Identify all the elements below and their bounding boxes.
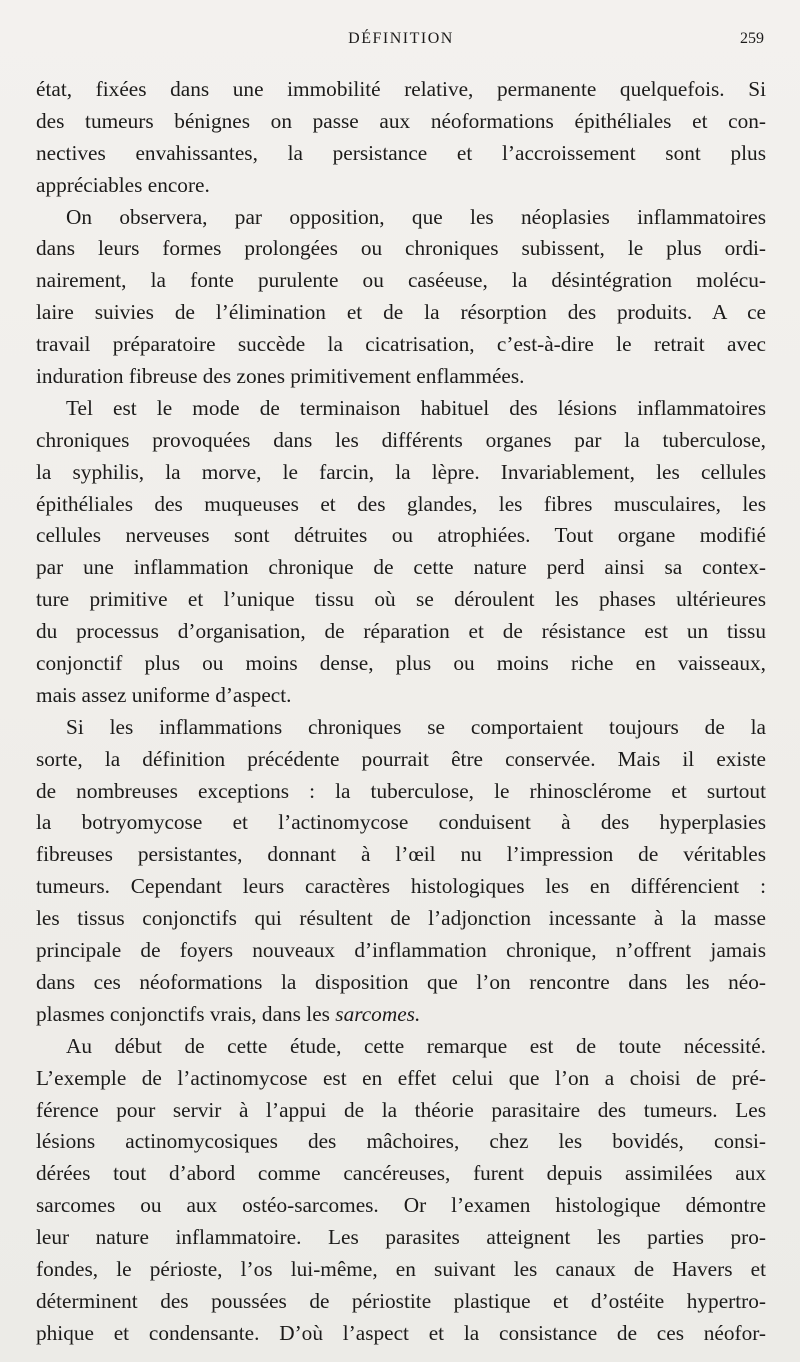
page-number: 259 bbox=[740, 30, 764, 47]
text-line: fondes, le périoste, l’os lui-même, en suivant les canaux de Havers et bbox=[36, 1256, 766, 1281]
text-line: travail préparatoire succède la cicatrisation, c’est-à-dire le retrait avec bbox=[36, 332, 766, 357]
text-line: conjonctif plus ou moins dense, plus ou moins riche en vaisseaux, bbox=[36, 651, 766, 676]
text-line: tumeurs. Cependant leurs caractères histologiques les en différencient : bbox=[36, 874, 766, 899]
text-line: nectives envahissantes, la persistance et l’accroissement sont plus bbox=[36, 140, 766, 165]
text-line: dérées tout d’abord comme cancéreuses, furent depuis assimilées aux bbox=[36, 1161, 766, 1186]
text-line: L’exemple de l’actinomycose est en effet celui que l’on a choisi de pré- bbox=[36, 1065, 766, 1090]
text-line: sarcomes ou aux ostéo-sarcomes. Or l’examen histologique démontre bbox=[36, 1193, 766, 1218]
text-line: lésions actinomycosiques des mâchoires, chez les bovidés, consi- bbox=[36, 1129, 766, 1154]
text-line: état, fixées dans une immobilité relative, permanente quelquefois. Si bbox=[36, 77, 766, 101]
body-text bbox=[36, 74, 766, 1350]
text-line: la botryomycose et l’actinomycose conduisent à des hyperplasies bbox=[36, 810, 766, 835]
text-line: principale de foyers nouveaux d’inflammation chronique, n’offrent jamais bbox=[36, 938, 766, 963]
text-line: laire suivies de l’élimination et de la résorption des produits. A ce bbox=[36, 300, 766, 325]
paragraph-start: On observera, par opposition, que les néoplasies inflammatoires bbox=[66, 204, 766, 229]
text-line: nairement, la fonte purulente ou caséeuse, la désintégration molécu- bbox=[36, 268, 766, 293]
text-line: phique et condensante. D’où l’aspect et la consistance de ces néofor- bbox=[36, 1320, 766, 1345]
text-line: de nombreuses exceptions : la tuberculose, le rhinosclérome et surtout bbox=[36, 778, 766, 803]
paragraph-start: Au début de cette étude, cette remarque est de toute nécessité. bbox=[66, 1033, 766, 1058]
text-line: dans leurs formes prolongées ou chroniques subissent, le plus ordi- bbox=[36, 236, 766, 261]
text-line: sorte, la définition précédente pourrait être conservée. Mais il existe bbox=[36, 746, 766, 771]
running-head bbox=[36, 28, 766, 56]
text-line: ture primitive et l’unique tissu où se déroulent les phases ultérieures bbox=[36, 587, 766, 612]
text-line bbox=[36, 999, 766, 1031]
text-line: leur nature inflammatoire. Les parasites atteignent les parties pro- bbox=[36, 1225, 766, 1250]
text-line: mais assez uniforme d’aspect. bbox=[36, 682, 292, 707]
text-line: cellules nerveuses sont détruites ou atrophiées. Tout organe modifié bbox=[36, 523, 766, 548]
text-line: la syphilis, la morve, le farcin, la lèpre. Invariablement, les cellules bbox=[36, 459, 766, 484]
text-line: déterminent des poussées de périostite plastique et d’ostéite hypertro- bbox=[36, 1288, 766, 1313]
text-line: par une inflammation chronique de cette nature perd ainsi sa contex- bbox=[36, 555, 766, 580]
text-line: appréciables encore. bbox=[36, 172, 210, 197]
paragraph-start: Tel est le mode de terminaison habituel des lésions inflammatoires bbox=[66, 395, 766, 420]
running-title: DÉFINITION bbox=[348, 30, 454, 47]
text-line: chroniques provoquées dans les différents organes par la tuberculose, bbox=[36, 427, 766, 452]
text-segment: plasmes conjonctifs vrais, dans les bbox=[36, 1001, 330, 1026]
text-line: induration fibreuse des zones primitivement enflammées. bbox=[36, 364, 525, 389]
text-line: férence pour servir à l’appui de la théorie parasitaire des tumeurs. Les bbox=[36, 1097, 766, 1122]
text-line: fibreuses persistantes, donnant à l’œil nu l’impression de véritables bbox=[36, 842, 766, 867]
paragraph-start: Si les inflammations chroniques se comportaient toujours de la bbox=[66, 714, 766, 739]
text-line: des tumeurs bénignes on passe aux néoformations épithéliales et con- bbox=[36, 108, 766, 133]
text-line: les tissus conjonctifs qui résultent de l’adjonction incessante à la masse bbox=[36, 906, 766, 931]
text-line: dans ces néoformations la disposition que l’on rencontre dans les néo- bbox=[36, 969, 766, 994]
text-line: du processus d’organisation, de réparation et de résistance est un tissu bbox=[36, 619, 766, 644]
italic-term: sarcomes. bbox=[335, 1001, 421, 1026]
text-line: épithéliales des muqueuses et des glandes, les fibres musculaires, les bbox=[36, 491, 766, 516]
